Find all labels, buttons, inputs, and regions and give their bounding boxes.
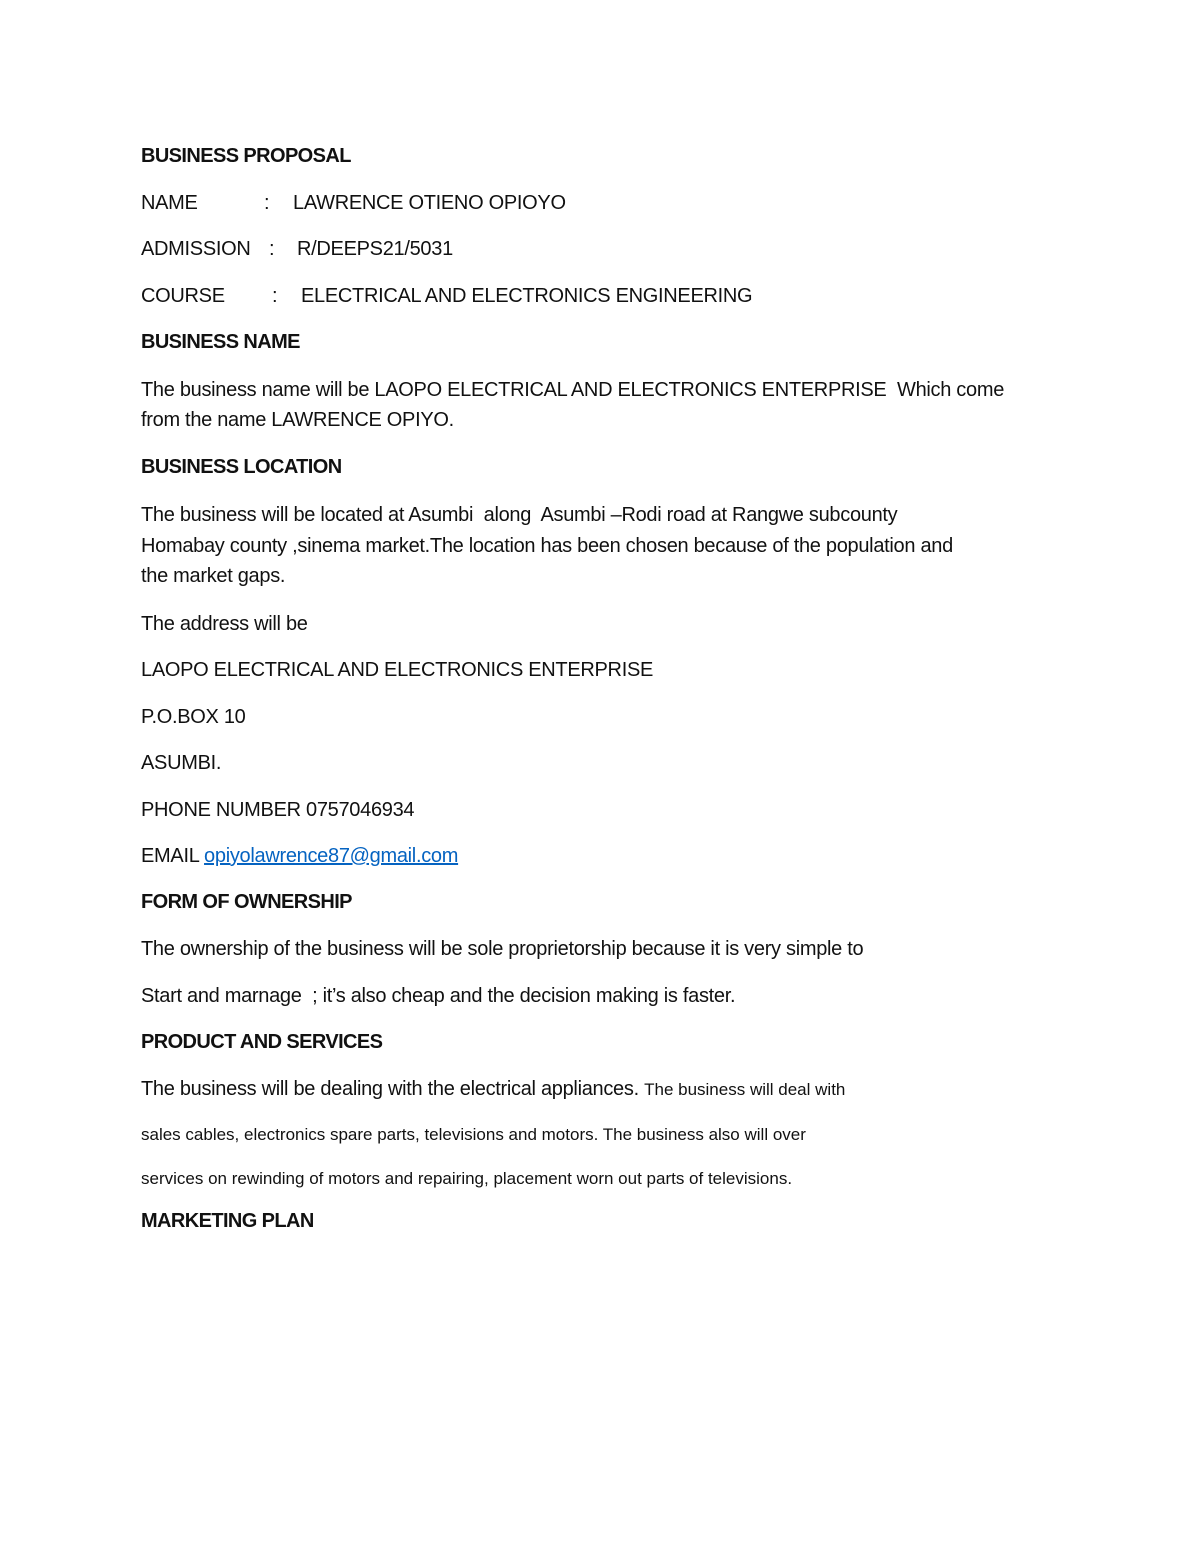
email-link[interactable]: opiyolawrence87@gmail.com	[204, 845, 459, 867]
location-text-1: The business will be located at Asumbi along Asumbi –Rodi road at Rangwe subcounty	[141, 504, 898, 526]
admission-row	[141, 237, 453, 261]
products-text-1	[141, 1077, 845, 1102]
location-text-3: the market gaps.	[141, 565, 286, 587]
products-text-2: sales cables, electronics spare parts, televisions and motors. The business also will over	[141, 1125, 806, 1144]
products-heading: PRODUCT AND SERVICES	[141, 1031, 383, 1053]
address-town: ASUMBI.	[141, 752, 222, 774]
ownership-heading: FORM OF OWNERSHIP	[141, 891, 352, 913]
course-label: COURSE	[141, 285, 225, 307]
products-text-1-small: The business will deal with	[644, 1080, 846, 1099]
course-separator: :	[272, 285, 278, 307]
location-text-2: Homabay county ,sinema market.The location has been chosen because of the population and	[141, 535, 953, 557]
email-label: EMAIL	[141, 845, 199, 867]
document-title: BUSINESS PROPOSAL	[141, 145, 351, 167]
address-box: P.O.BOX 10	[141, 706, 246, 728]
phone-number: PHONE NUMBER 0757046934	[141, 799, 415, 821]
business-name-text-1: The business name will be LAOPO ELECTRICAL AND ELECTRONICS ENTERPRISE Which come	[141, 379, 1005, 401]
products-text-1-main: The business will be dealing with the electrical appliances.	[141, 1078, 639, 1100]
marketing-heading: MARKETING PLAN	[141, 1210, 314, 1232]
ownership-text-1: The ownership of the business will be sole proprietorship because it is very simple to	[141, 938, 864, 960]
business-location-heading: BUSINESS LOCATION	[141, 456, 342, 478]
ownership-text-2: Start and marnage ; it’s also cheap and the decision making is faster.	[141, 985, 736, 1007]
address-intro: The address will be	[141, 613, 308, 635]
course-value: ELECTRICAL AND ELECTRONICS ENGINEERING	[301, 285, 753, 307]
business-name-heading: BUSINESS NAME	[141, 331, 300, 353]
email-row	[141, 844, 458, 868]
name-row	[141, 191, 566, 215]
name-separator: :	[264, 192, 270, 214]
admission-value: R/DEEPS21/5031	[297, 238, 453, 260]
business-name-text-2: from the name LAWRENCE OPIYO.	[141, 409, 454, 431]
name-label: NAME	[141, 192, 198, 214]
admission-separator: :	[269, 238, 275, 260]
admission-label: ADMISSION	[141, 238, 251, 260]
name-value: LAWRENCE OTIENO OPIOYO	[293, 192, 566, 214]
address-name: LAOPO ELECTRICAL AND ELECTRONICS ENTERPRISE	[141, 659, 654, 681]
course-row	[141, 284, 752, 308]
products-text-3: services on rewinding of motors and repairing, placement worn out parts of televisions.	[141, 1169, 793, 1188]
